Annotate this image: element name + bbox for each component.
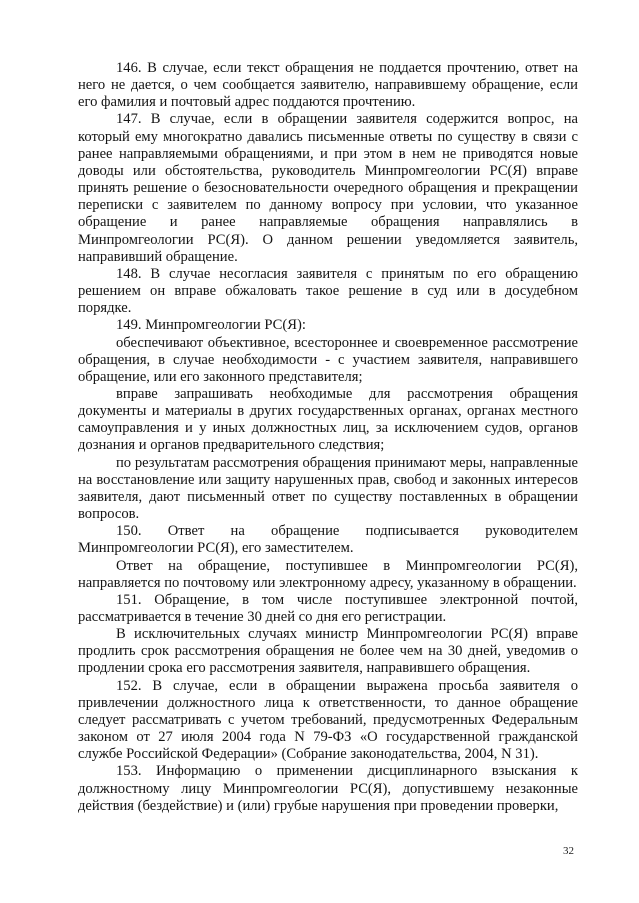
paragraph-149-item-3: по результатам рассмотрения обращения принимают меры, направленные на восстановление или защиту нарушенных прав, свобод и законных интересов заявителя, дают письменный ответ по существу поставленных в обращении вопросов. (78, 454, 578, 523)
page-number: 32 (563, 845, 574, 857)
paragraph-149-item-1: обеспечивают объективное, всестороннее и своевременное рассмотрение обращения, в случае необходимости - с участием заявителя, направившего обращение, или его законного представителя; (78, 334, 578, 385)
paragraph-150-part-2: Ответ на обращение, поступившее в Минпромгеологии РС(Я), направляется по почтовому или электронному адресу, указанному в обращении. (78, 557, 578, 591)
paragraph-149: 149. Минпромгеологии РС(Я): (116, 317, 306, 334)
paragraph-149-item-2: вправе запрашивать необходимые для рассмотрения обращения документы и материалы в других государственных органах, органах местного самоуправления и у иных должностных лиц, за исключением судов, органов дознания и органов предварительного следствия; (78, 385, 578, 454)
paragraph-150: 150. Ответ на обращение подписывается руководителем Минпромгеологии РС(Я), его заместителем. (78, 523, 578, 557)
document-body (78, 60, 578, 815)
paragraph-146: 146. В случае, если текст обращения не поддается прочтению, ответ на него не дается, о чем сообщается заявителю, направившему обращение, если его фамилия и почтовый адрес поддаются прочтению. (78, 60, 578, 111)
paragraph-153: 153. Информацию о применении дисциплинарного взыскания к должностному лицу Минпромгеологии РС(Я), допустившему незаконные действия (бездействие) и (или) грубые нарушения при проведении проверки, (78, 763, 578, 814)
paragraph-151: 151. Обращение, в том числе поступившее электронной почтой, рассматривается в течение 30 дней со дня его регистрации. (78, 591, 578, 625)
paragraph-152: 152. В случае, если в обращении выражена просьба заявителя о привлечении должностного лица к ответственности, то данное обращение следует рассматривать с учетом требований, предусмотренных Федеральным законом от 27 июля 2004 года N 79-ФЗ «О государственной гражданской службе Российской Федерации» (Собрание законодательства, 2004, N 31). (78, 677, 578, 763)
paragraph-147: 147. В случае, если в обращении заявителя содержится вопрос, на который ему многократно давались письменные ответы по существу в связи с ранее направляемыми обращениями, и при этом в нем не приводятся новые доводы или обстоятельства, руководитель Минпромгеологии РС(Я) вправе принять решение о безосновательности очередного обращения и прекращении переписки с заявителем по данному вопросу при условии, что указанное обращение и ранее направляемые обращения направлялись в Минпромгеологии РС(Я). О данном решении уведомляется заявитель, направивший обращение. (78, 111, 578, 265)
paragraph-148: 148. В случае несогласия заявителя с принятым по его обращению решением он вправе обжаловать такое решение в суд или в досудебном порядке. (78, 265, 578, 317)
paragraph-151-part-2: В исключительных случаях министр Минпромгеологии РС(Я) вправе продлить срок рассмотрения обращения не более чем на 30 дней, уведомив о продлении срока его рассмотрения заявителя, направившего обращения. (78, 626, 578, 677)
